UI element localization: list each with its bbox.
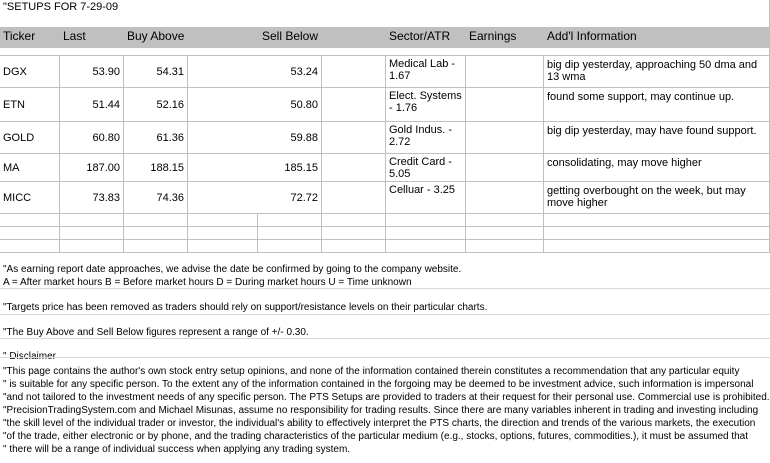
last-cell[interactable]: 73.83 [60, 182, 124, 214]
empty-cell[interactable] [124, 214, 188, 227]
header-buy-above[interactable]: Buy Above [124, 28, 188, 48]
spacer-row[interactable] [0, 48, 770, 56]
note-line: "As earning report date approaches, we advise the date be confirmed by going to the company website. [3, 264, 462, 275]
empty-cell[interactable] [188, 227, 258, 240]
header-add-l-information[interactable]: Add'l Information [544, 28, 770, 48]
sector-cell[interactable]: Elect. Systems - 1.76 [386, 88, 466, 122]
earnings-cell[interactable] [466, 182, 544, 214]
last-cell[interactable]: 60.80 [60, 122, 124, 154]
note-line: A = After market hours B = Before market hours D = During market hours U = Time unknown [3, 277, 412, 288]
info-cell[interactable]: found some support, may continue up. [544, 88, 770, 122]
buy-cell[interactable]: 54.31 [124, 56, 188, 88]
empty-cell[interactable] [258, 240, 322, 253]
sector-cell[interactable]: Credit Card - 5.05 [386, 154, 466, 182]
header-earnings[interactable]: Earnings [466, 28, 544, 48]
earnings-cell[interactable] [466, 122, 544, 154]
info-cell[interactable]: big dip yesterday, approaching 50 dma and 13 wma [544, 56, 770, 88]
header-last[interactable]: Last [60, 28, 124, 48]
empty-cell[interactable] [322, 227, 386, 240]
empty-cell[interactable] [466, 227, 544, 240]
info-cell[interactable]: getting overbought on the week, but may move higher [544, 182, 770, 214]
empty-cell[interactable] [0, 240, 60, 253]
note-line: "PrecisionTradingSystem.com and Michael Misunas, assume no responsibility for trading results. Since there are many variables inherent in trading and investing including [3, 405, 759, 416]
ticker-cell[interactable]: DGX [0, 56, 60, 88]
grid-line [0, 338, 770, 339]
empty-cell[interactable] [466, 240, 544, 253]
empty-cell[interactable] [466, 214, 544, 227]
note-line: "and not tailored to the investment needs of any specific person. The PTS Setups are provided to traders at their request for their personal use. Commercial use is prohibited. [3, 392, 770, 403]
empty-cell[interactable] [544, 214, 770, 227]
ticker-cell[interactable]: GOLD [0, 122, 60, 154]
grid-line [0, 288, 770, 289]
grid-line [0, 357, 770, 358]
empty-cell[interactable] [386, 214, 466, 227]
empty-cell[interactable] [60, 240, 124, 253]
buy-cell[interactable]: 74.36 [124, 182, 188, 214]
note-line: " there will be a range of individual success when applying any trading system. [3, 444, 351, 455]
empty-cell[interactable] [188, 240, 258, 253]
note-line: "Targets price has been removed as traders should rely on support/resistance levels on their particular charts. [3, 302, 488, 313]
earnings-cell[interactable] [466, 154, 544, 182]
sector-cell[interactable]: Gold Indus. - 2.72 [386, 122, 466, 154]
empty-cell[interactable] [386, 240, 466, 253]
empty-cell[interactable] [322, 56, 386, 88]
empty-cell[interactable] [322, 182, 386, 214]
empty-cell[interactable] [544, 227, 770, 240]
empty-cell[interactable] [322, 214, 386, 227]
empty-cell[interactable] [0, 214, 60, 227]
empty-cell[interactable] [124, 240, 188, 253]
empty-cell[interactable] [0, 227, 60, 240]
buy-cell[interactable]: 61.36 [124, 122, 188, 154]
grid-line [0, 314, 770, 315]
note-line: "of the trade, either electronic or by phone, and the trading characteristics of the particular medium (e.g., stocks, options, futures, commodities.), it must be assumed that [3, 431, 749, 442]
earnings-cell[interactable] [466, 88, 544, 122]
empty-cell[interactable] [544, 240, 770, 253]
sell-cell[interactable]: 59.88 [188, 122, 322, 154]
empty-cell[interactable] [322, 122, 386, 154]
sector-cell[interactable]: Medical Lab - 1.67 [386, 56, 466, 88]
empty-cell[interactable] [258, 227, 322, 240]
empty-cell[interactable] [188, 214, 258, 227]
ticker-cell[interactable]: ETN [0, 88, 60, 122]
sell-cell[interactable]: 72.72 [188, 182, 322, 214]
empty-cell[interactable] [60, 214, 124, 227]
empty-cell[interactable] [258, 214, 322, 227]
sheet-title[interactable]: "SETUPS FOR 7-29-09 [0, 0, 770, 28]
info-cell[interactable]: big dip yesterday, may have found support. [544, 122, 770, 154]
header-sector-atr[interactable]: Sector/ATR [386, 28, 466, 48]
ticker-cell[interactable]: MA [0, 154, 60, 182]
last-cell[interactable]: 187.00 [60, 154, 124, 182]
last-cell[interactable]: 53.90 [60, 56, 124, 88]
sell-cell[interactable]: 50.80 [188, 88, 322, 122]
header-sell-below[interactable]: Sell Below [188, 28, 322, 48]
header-ticker[interactable]: Ticker [0, 28, 60, 48]
empty-cell[interactable] [322, 88, 386, 122]
note-line: "the skill level of the individual trader or investor, the individual's ability to effectively interpret the PTS charts, the direction and trends of the various markets, the execution [3, 418, 756, 429]
note-line: "The Buy Above and Sell Below figures represent a range of +/- 0.30. [3, 327, 309, 338]
empty-cell[interactable] [386, 227, 466, 240]
buy-cell[interactable]: 188.15 [124, 154, 188, 182]
empty-cell[interactable] [124, 227, 188, 240]
sector-cell[interactable]: Celluar - 3.25 [386, 182, 466, 214]
buy-cell[interactable]: 52.16 [124, 88, 188, 122]
last-cell[interactable]: 51.44 [60, 88, 124, 122]
earnings-cell[interactable] [466, 56, 544, 88]
empty-cell[interactable] [60, 227, 124, 240]
empty-cell[interactable] [322, 240, 386, 253]
ticker-cell[interactable]: MICC [0, 182, 60, 214]
note-line: " is suitable for any specific person. To the extent any of the information contained in the forgoing may be deemed to be investment advice, such information is impersonal [3, 379, 754, 390]
info-cell[interactable]: consolidating, may move higher [544, 154, 770, 182]
sell-cell[interactable]: 185.15 [188, 154, 322, 182]
empty-cell[interactable] [322, 154, 386, 182]
header-spacer[interactable] [322, 28, 386, 48]
note-line: "This page contains the author's own stock entry setup opinions, and none of the information contained therein constitutes a recommendation that any particular equity [3, 366, 740, 377]
sell-cell[interactable]: 53.24 [188, 56, 322, 88]
